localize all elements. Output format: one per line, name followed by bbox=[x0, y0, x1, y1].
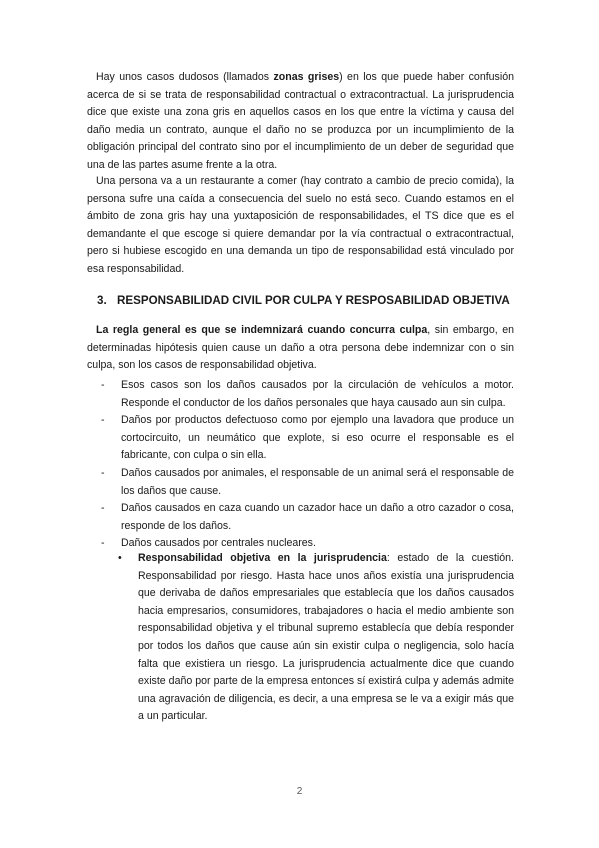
bold-term-zonas-grises: zonas grises bbox=[273, 71, 340, 83]
paragraph-zonas-grises bbox=[87, 69, 514, 175]
paragraph-text: , sin embargo, en determinadas hipótesis quien cause un daño a otra persona debe indemnizar con o sin culpa, son los casos de responsabilidad objetiva. bbox=[87, 324, 514, 372]
section-number: 3. bbox=[97, 294, 107, 307]
section-title: RESPONSABILIDAD CIVIL POR CULPA Y RESPOSABILIDAD OBJETIVA bbox=[117, 294, 510, 307]
list-item-text: Daños por productos defectuoso como por ejemplo una lavadora que produce un cortocircuito, un neumático que explote, si eso ocurre el responsable es el fabricante, con culpa o sin ella. bbox=[121, 414, 514, 462]
bold-rule-statement: La regla general es que se indemnizará cuando concurra culpa bbox=[96, 324, 428, 336]
list-item-text: Daños causados en caza cuando un cazador hace un daño a otro cazador o cosa, responde de los daños. bbox=[121, 502, 514, 532]
list-item bbox=[87, 465, 514, 500]
list-item-text: Daños causados por animales, el responsable de un animal será el responsable de los daños que cause. bbox=[121, 466, 514, 497]
section-heading bbox=[97, 294, 517, 307]
list-item bbox=[87, 500, 514, 535]
dash-marker: - bbox=[101, 466, 105, 479]
bold-subtitle: Responsabilidad objetiva en la jurisprudencia bbox=[138, 552, 387, 564]
paragraph-text: Hay unos casos dudosos (llamados bbox=[96, 71, 274, 83]
bullet-jurisprudence bbox=[118, 550, 514, 726]
dash-marker: - bbox=[101, 379, 105, 391]
paragraph-regla-general bbox=[87, 322, 514, 375]
objective-liability-list bbox=[87, 377, 514, 553]
bullet-body: : estado de la cuestión. Responsabilidad por riesgo. Hasta hace unos años existía una jurisprudencia que derivaba de daños empresariales que establecía que los daños causados hacia empresarios, consumidores, trabajadores o hacia el medio ambiente son responsabilidad objetiva y el tribunal supremo establecía que debía responder por todos los daños que cause aún sin existir culpa o negligencia, solo hacía falta que existiera un riesgo. La jurisprudencia actualmente dice que cuando existe daño por parte de la empresa entonces sí existirá culpa y además admite una agravación de diligencia, es decir, a una empresa se le va a exigir más que a un particular. bbox=[138, 552, 514, 723]
bullet-text bbox=[138, 550, 514, 726]
dash-marker: - bbox=[101, 537, 105, 550]
list-item-text: Esos casos son los daños causados por la circulación de vehículos a motor. Responde el conductor de los daños personales que haya causado aun sin culpa. bbox=[121, 379, 514, 409]
dash-marker: - bbox=[101, 502, 105, 515]
paragraph-restaurant-example: Una persona va a un restaurante a comer (hay contrato a cambio de precio comida), la persona sufre una caída a consecuencia del suelo no está seco. Cuando estamos en el ámbito de zona gris hay una yuxtaposición de responsabilidades, el TS dice que es el demandante el que escoge si quiere demandar por la vía contractual o extracontractual, pero si hubiese escogido en una demanda un tipo de responsabilidad está vinculado por esa responsabilidad. bbox=[87, 175, 514, 275]
list-item bbox=[87, 412, 514, 465]
dash-marker: - bbox=[101, 414, 105, 427]
list-item-text: Daños causados por centrales nucleares. bbox=[121, 537, 316, 550]
paragraph-text: ) en los que puede haber confusión acerca de si se trata de responsabilidad contractual o extracontractual. La jurisprudencia dice que existe una zona gris en aquellos casos en los que entre la víctima y causa del daño media un contrato, aunque el daño no se produzca por un incumplimiento de la obligación principal del contrato sino por el incumplimiento de un deber de seguridad que una de las partes asume frente a la otra. bbox=[87, 71, 514, 171]
list-item bbox=[87, 377, 514, 412]
bullet-marker: • bbox=[118, 552, 122, 564]
page-number: 2 bbox=[296, 786, 303, 797]
